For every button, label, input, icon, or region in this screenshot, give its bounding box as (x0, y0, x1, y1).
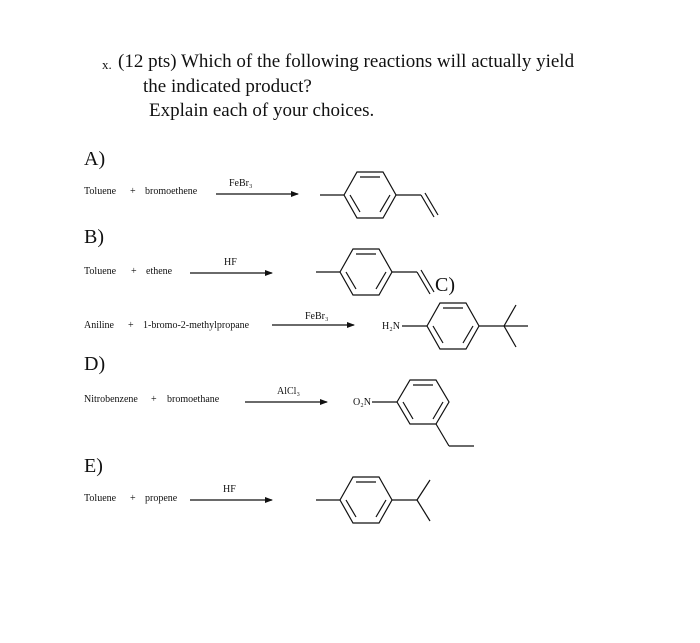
reaction-c-label: C) (435, 274, 455, 296)
reaction-c-plus: + (128, 320, 134, 331)
question-line-1: (12 pts) Which of the following reactions will actually yield (118, 51, 575, 72)
reaction-b-plus: + (131, 266, 137, 277)
reaction-b-reactant2: ethene (146, 266, 173, 277)
reaction-c-reagent: FeBr₃ (305, 311, 329, 322)
reaction-b-label: B) (84, 226, 104, 248)
reaction-c-reactant1: Aniline (84, 320, 114, 331)
reaction-b-reactant1: Toluene (84, 266, 117, 277)
reaction-c-reactant2: 1-bromo-2-methylpropane (143, 320, 250, 331)
reaction-b-reagent: HF (224, 257, 237, 268)
reaction-e-product-structure (316, 477, 430, 523)
reaction-b-product-structure (316, 249, 434, 295)
reaction-e-reactant2: propene (145, 493, 178, 504)
reaction-d-nitro-group: O₂N (353, 397, 371, 408)
reaction-a-plus: + (130, 186, 136, 197)
question-line-3: Explain each of your choices. (149, 100, 375, 121)
reaction-d-plus: + (151, 394, 157, 405)
reaction-a-reactant2: bromoethene (145, 186, 198, 197)
question-number: x. (102, 57, 112, 72)
question-line-2: the indicated product? (143, 76, 312, 97)
reaction-a-reactant1: Toluene (84, 186, 117, 197)
reaction-e-reagent: HF (223, 484, 236, 495)
reaction-a-product-structure (320, 172, 438, 218)
reaction-e-label: E) (84, 455, 103, 477)
reaction-c-product-structure (402, 303, 528, 349)
reaction-d-product-structure (372, 380, 474, 446)
reaction-d-label: D) (84, 353, 106, 375)
reaction-c-amino-group: H₂N (382, 321, 400, 332)
reaction-e-reactant1: Toluene (84, 493, 117, 504)
reaction-d-reagent: AlCl₃ (277, 386, 300, 397)
reaction-d-reactant1: Nitrobenzene (84, 394, 138, 405)
reaction-e-plus: + (130, 493, 136, 504)
reaction-d-reactant2: bromoethane (167, 394, 220, 405)
reaction-a-label: A) (84, 148, 106, 170)
reaction-a-reagent: FeBr₃ (229, 178, 253, 189)
